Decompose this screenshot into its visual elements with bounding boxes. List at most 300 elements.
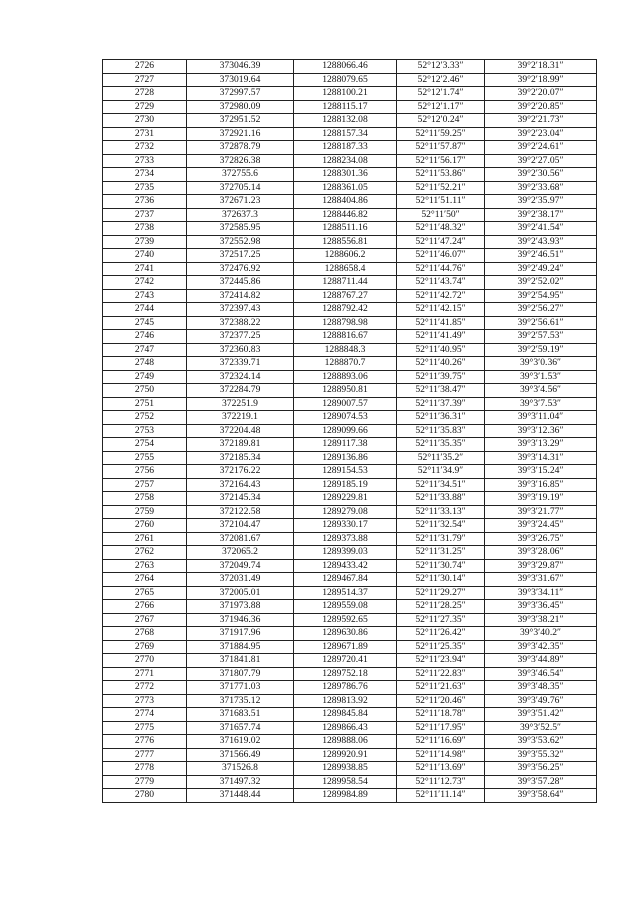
longitude-cell: 39°3′38.21″ <box>485 613 597 627</box>
point-number-cell: 2728 <box>103 87 187 101</box>
x-coordinate-cell: 372476.92 <box>187 262 294 276</box>
latitude-cell: 52°11′46.07″ <box>397 249 485 263</box>
point-number-cell: 2763 <box>103 559 187 573</box>
table-row <box>103 694 597 708</box>
longitude-cell: 39°3′13.29″ <box>485 438 597 452</box>
y-coordinate-cell: 1288711.44 <box>294 276 397 290</box>
latitude-cell: 52°11′48.32″ <box>397 222 485 236</box>
x-coordinate-cell: 372251.9 <box>187 397 294 411</box>
point-number-cell: 2734 <box>103 168 187 182</box>
table-row <box>103 249 597 263</box>
x-coordinate-cell: 372145.34 <box>187 492 294 506</box>
y-coordinate-cell: 1289671.89 <box>294 640 397 654</box>
longitude-cell: 39°3′29.87″ <box>485 559 597 573</box>
longitude-cell: 39°2′56.61″ <box>485 316 597 330</box>
y-coordinate-cell: 1289433.42 <box>294 559 397 573</box>
latitude-cell: 52°11′12.73″ <box>397 775 485 789</box>
y-coordinate-cell: 1289866.43 <box>294 721 397 735</box>
point-number-cell: 2749 <box>103 370 187 384</box>
table-row <box>103 438 597 452</box>
longitude-cell: 39°2′18.31″ <box>485 60 597 74</box>
latitude-cell: 52°12′2.46″ <box>397 73 485 87</box>
table-row <box>103 276 597 290</box>
point-number-cell: 2746 <box>103 330 187 344</box>
table-row <box>103 384 597 398</box>
longitude-cell: 39°2′49.24″ <box>485 262 597 276</box>
point-number-cell: 2729 <box>103 100 187 114</box>
y-coordinate-cell: 1288361.05 <box>294 181 397 195</box>
longitude-cell: 39°2′56.27″ <box>485 303 597 317</box>
latitude-cell: 52°11′33.88″ <box>397 492 485 506</box>
latitude-cell: 52°11′35.83″ <box>397 424 485 438</box>
longitude-cell: 39°3′4.56″ <box>485 384 597 398</box>
longitude-cell: 39°3′7.53″ <box>485 397 597 411</box>
longitude-cell: 39°2′57.53″ <box>485 330 597 344</box>
y-coordinate-cell: 1288798.98 <box>294 316 397 330</box>
point-number-cell: 2744 <box>103 303 187 317</box>
point-number-cell: 2778 <box>103 762 187 776</box>
x-coordinate-cell: 372517.25 <box>187 249 294 263</box>
point-number-cell: 2747 <box>103 343 187 357</box>
point-number-cell: 2741 <box>103 262 187 276</box>
table-row <box>103 546 597 560</box>
point-number-cell: 2748 <box>103 357 187 371</box>
point-number-cell: 2759 <box>103 505 187 519</box>
y-coordinate-cell: 1289786.76 <box>294 681 397 695</box>
table-row <box>103 613 597 627</box>
y-coordinate-cell: 1288848.3 <box>294 343 397 357</box>
point-number-cell: 2731 <box>103 127 187 141</box>
point-number-cell: 2743 <box>103 289 187 303</box>
y-coordinate-cell: 1289099.66 <box>294 424 397 438</box>
table-row <box>103 195 597 209</box>
x-coordinate-cell: 372031.49 <box>187 573 294 587</box>
longitude-cell: 39°3′49.76″ <box>485 694 597 708</box>
latitude-cell: 52°11′31.79″ <box>397 532 485 546</box>
table-row <box>103 775 597 789</box>
longitude-cell: 39°2′43.93″ <box>485 235 597 249</box>
point-number-cell: 2752 <box>103 411 187 425</box>
table-row <box>103 330 597 344</box>
point-number-cell: 2735 <box>103 181 187 195</box>
latitude-cell: 52°11′40.95″ <box>397 343 485 357</box>
x-coordinate-cell: 372705.14 <box>187 181 294 195</box>
longitude-cell: 39°3′42.35″ <box>485 640 597 654</box>
y-coordinate-cell: 1288187.33 <box>294 141 397 155</box>
table-row <box>103 208 597 222</box>
table-row <box>103 600 597 614</box>
x-coordinate-cell: 371566.49 <box>187 748 294 762</box>
x-coordinate-cell: 372445.86 <box>187 276 294 290</box>
table-row <box>103 100 597 114</box>
y-coordinate-cell: 1289279.08 <box>294 505 397 519</box>
latitude-cell: 52°11′23.94″ <box>397 654 485 668</box>
table-row <box>103 681 597 695</box>
longitude-cell: 39°3′28.06″ <box>485 546 597 560</box>
x-coordinate-cell: 372104.47 <box>187 519 294 533</box>
point-number-cell: 2755 <box>103 451 187 465</box>
latitude-cell: 52°11′44.76″ <box>397 262 485 276</box>
longitude-cell: 39°3′21.77″ <box>485 505 597 519</box>
table-row <box>103 424 597 438</box>
x-coordinate-cell: 371526.8 <box>187 762 294 776</box>
point-number-cell: 2737 <box>103 208 187 222</box>
y-coordinate-cell: 1288893.06 <box>294 370 397 384</box>
x-coordinate-cell: 371973.88 <box>187 600 294 614</box>
latitude-cell: 52°11′28.25″ <box>397 600 485 614</box>
x-coordinate-cell: 371946.36 <box>187 613 294 627</box>
point-number-cell: 2742 <box>103 276 187 290</box>
y-coordinate-cell: 1289845.84 <box>294 708 397 722</box>
x-coordinate-cell: 371448.44 <box>187 789 294 803</box>
x-coordinate-cell: 372921.16 <box>187 127 294 141</box>
point-number-cell: 2769 <box>103 640 187 654</box>
x-coordinate-cell: 371917.96 <box>187 627 294 641</box>
longitude-cell: 39°3′51.42″ <box>485 708 597 722</box>
longitude-cell: 39°2′33.68″ <box>485 181 597 195</box>
table-row <box>103 357 597 371</box>
latitude-cell: 52°11′14.98″ <box>397 748 485 762</box>
x-coordinate-cell: 372219.1 <box>187 411 294 425</box>
table-row <box>103 478 597 492</box>
y-coordinate-cell: 1288446.82 <box>294 208 397 222</box>
table-row <box>103 748 597 762</box>
latitude-cell: 52°11′40.26″ <box>397 357 485 371</box>
longitude-cell: 39°3′53.62″ <box>485 735 597 749</box>
point-number-cell: 2756 <box>103 465 187 479</box>
y-coordinate-cell: 1289888.06 <box>294 735 397 749</box>
table-row <box>103 87 597 101</box>
table-row <box>103 168 597 182</box>
table-row <box>103 411 597 425</box>
longitude-cell: 39°3′26.75″ <box>485 532 597 546</box>
x-coordinate-cell: 371884.95 <box>187 640 294 654</box>
latitude-cell: 52°11′50″ <box>397 208 485 222</box>
point-number-cell: 2773 <box>103 694 187 708</box>
y-coordinate-cell: 1288950.81 <box>294 384 397 398</box>
longitude-cell: 39°2′24.61″ <box>485 141 597 155</box>
latitude-cell: 52°11′34.51″ <box>397 478 485 492</box>
x-coordinate-cell: 371497.32 <box>187 775 294 789</box>
x-coordinate-cell: 373046.39 <box>187 60 294 74</box>
table-row <box>103 721 597 735</box>
table-row <box>103 667 597 681</box>
table-row <box>103 370 597 384</box>
point-number-cell: 2733 <box>103 154 187 168</box>
point-number-cell: 2775 <box>103 721 187 735</box>
point-number-cell: 2754 <box>103 438 187 452</box>
latitude-cell: 52°11′30.14″ <box>397 573 485 587</box>
x-coordinate-cell: 372585.95 <box>187 222 294 236</box>
table-row <box>103 343 597 357</box>
latitude-cell: 52°12′3.33″ <box>397 60 485 74</box>
latitude-cell: 52°11′41.85″ <box>397 316 485 330</box>
x-coordinate-cell: 372049.74 <box>187 559 294 573</box>
x-coordinate-cell: 372637.3 <box>187 208 294 222</box>
latitude-cell: 52°11′31.25″ <box>397 546 485 560</box>
point-number-cell: 2761 <box>103 532 187 546</box>
longitude-cell: 39°3′56.25″ <box>485 762 597 776</box>
point-number-cell: 2740 <box>103 249 187 263</box>
point-number-cell: 2771 <box>103 667 187 681</box>
latitude-cell: 52°11′42.15″ <box>397 303 485 317</box>
x-coordinate-cell: 372122.58 <box>187 505 294 519</box>
longitude-cell: 39°3′16.85″ <box>485 478 597 492</box>
latitude-cell: 52°11′34.9″ <box>397 465 485 479</box>
y-coordinate-cell: 1288658.4 <box>294 262 397 276</box>
table-row <box>103 519 597 533</box>
y-coordinate-cell: 1289938.85 <box>294 762 397 776</box>
y-coordinate-cell: 1288132.08 <box>294 114 397 128</box>
point-number-cell: 2766 <box>103 600 187 614</box>
longitude-cell: 39°3′40.2″ <box>485 627 597 641</box>
y-coordinate-cell: 1289920.91 <box>294 748 397 762</box>
x-coordinate-cell: 371841.81 <box>187 654 294 668</box>
point-number-cell: 2726 <box>103 60 187 74</box>
y-coordinate-cell: 1289007.57 <box>294 397 397 411</box>
y-coordinate-cell: 1288767.27 <box>294 289 397 303</box>
point-number-cell: 2780 <box>103 789 187 803</box>
latitude-cell: 52°11′25.35″ <box>397 640 485 654</box>
table-row <box>103 222 597 236</box>
longitude-cell: 39°3′12.36″ <box>485 424 597 438</box>
y-coordinate-cell: 1289958.54 <box>294 775 397 789</box>
longitude-cell: 39°2′38.17″ <box>485 208 597 222</box>
x-coordinate-cell: 372397.43 <box>187 303 294 317</box>
table-row <box>103 181 597 195</box>
y-coordinate-cell: 1289630.86 <box>294 627 397 641</box>
longitude-cell: 39°2′20.85″ <box>485 100 597 114</box>
latitude-cell: 52°11′53.86″ <box>397 168 485 182</box>
table-row <box>103 114 597 128</box>
latitude-cell: 52°11′17.95″ <box>397 721 485 735</box>
y-coordinate-cell: 1289559.08 <box>294 600 397 614</box>
latitude-cell: 52°11′32.54″ <box>397 519 485 533</box>
point-number-cell: 2730 <box>103 114 187 128</box>
y-coordinate-cell: 1288301.36 <box>294 168 397 182</box>
longitude-cell: 39°2′30.56″ <box>485 168 597 182</box>
y-coordinate-cell: 1288556.81 <box>294 235 397 249</box>
table-row <box>103 735 597 749</box>
point-number-cell: 2774 <box>103 708 187 722</box>
table-row <box>103 73 597 87</box>
x-coordinate-cell: 372185.34 <box>187 451 294 465</box>
latitude-cell: 52°11′16.69″ <box>397 735 485 749</box>
longitude-cell: 39°3′55.32″ <box>485 748 597 762</box>
latitude-cell: 52°11′41.49″ <box>397 330 485 344</box>
x-coordinate-cell: 372388.22 <box>187 316 294 330</box>
x-coordinate-cell: 372176.22 <box>187 465 294 479</box>
y-coordinate-cell: 1288100.21 <box>294 87 397 101</box>
y-coordinate-cell: 1288511.16 <box>294 222 397 236</box>
longitude-cell: 39°3′0.36″ <box>485 357 597 371</box>
y-coordinate-cell: 1289514.37 <box>294 586 397 600</box>
table-row <box>103 708 597 722</box>
x-coordinate-cell: 372552.98 <box>187 235 294 249</box>
latitude-cell: 52°11′35.35″ <box>397 438 485 452</box>
table-row <box>103 654 597 668</box>
x-coordinate-cell: 371619.02 <box>187 735 294 749</box>
latitude-cell: 52°11′47.24″ <box>397 235 485 249</box>
point-number-cell: 2767 <box>103 613 187 627</box>
table-row <box>103 316 597 330</box>
latitude-cell: 52°11′42.72″ <box>397 289 485 303</box>
y-coordinate-cell: 1288792.42 <box>294 303 397 317</box>
table-row <box>103 60 597 74</box>
y-coordinate-cell: 1289330.17 <box>294 519 397 533</box>
point-number-cell: 2732 <box>103 141 187 155</box>
table-row <box>103 789 597 803</box>
y-coordinate-cell: 1288157.34 <box>294 127 397 141</box>
y-coordinate-cell: 1288234.08 <box>294 154 397 168</box>
x-coordinate-cell: 372377.25 <box>187 330 294 344</box>
latitude-cell: 52°11′29.27″ <box>397 586 485 600</box>
latitude-cell: 52°11′22.83″ <box>397 667 485 681</box>
x-coordinate-cell: 371735.12 <box>187 694 294 708</box>
latitude-cell: 52°11′26.42″ <box>397 627 485 641</box>
latitude-cell: 52°11′18.78″ <box>397 708 485 722</box>
latitude-cell: 52°12′0.24″ <box>397 114 485 128</box>
x-coordinate-cell: 372081.67 <box>187 532 294 546</box>
table-row <box>103 762 597 776</box>
table-row <box>103 559 597 573</box>
latitude-cell: 52°11′43.74″ <box>397 276 485 290</box>
table-row <box>103 640 597 654</box>
longitude-cell: 39°3′11.04″ <box>485 411 597 425</box>
coordinates-table <box>102 59 597 803</box>
longitude-cell: 39°3′34.11″ <box>485 586 597 600</box>
point-number-cell: 2739 <box>103 235 187 249</box>
point-number-cell: 2758 <box>103 492 187 506</box>
y-coordinate-cell: 1289373.88 <box>294 532 397 546</box>
y-coordinate-cell: 1289117.38 <box>294 438 397 452</box>
table-row <box>103 262 597 276</box>
table-row <box>103 573 597 587</box>
latitude-cell: 52°11′33.13″ <box>397 505 485 519</box>
latitude-cell: 52°11′57.87″ <box>397 141 485 155</box>
table-row <box>103 627 597 641</box>
longitude-cell: 39°3′1.53″ <box>485 370 597 384</box>
y-coordinate-cell: 1288066.46 <box>294 60 397 74</box>
latitude-cell: 52°11′51.11″ <box>397 195 485 209</box>
table-row <box>103 141 597 155</box>
x-coordinate-cell: 373019.64 <box>187 73 294 87</box>
longitude-cell: 39°3′46.54″ <box>485 667 597 681</box>
point-number-cell: 2736 <box>103 195 187 209</box>
latitude-cell: 52°11′39.75″ <box>397 370 485 384</box>
x-coordinate-cell: 371807.79 <box>187 667 294 681</box>
x-coordinate-cell: 372951.52 <box>187 114 294 128</box>
longitude-cell: 39°3′15.24″ <box>485 465 597 479</box>
latitude-cell: 52°11′59.25″ <box>397 127 485 141</box>
y-coordinate-cell: 1289229.81 <box>294 492 397 506</box>
point-number-cell: 2760 <box>103 519 187 533</box>
longitude-cell: 39°2′46.51″ <box>485 249 597 263</box>
table-row <box>103 532 597 546</box>
table-row <box>103 289 597 303</box>
table-row <box>103 397 597 411</box>
x-coordinate-cell: 372826.38 <box>187 154 294 168</box>
y-coordinate-cell: 1288115.17 <box>294 100 397 114</box>
x-coordinate-cell: 372360.83 <box>187 343 294 357</box>
y-coordinate-cell: 1288816.67 <box>294 330 397 344</box>
x-coordinate-cell: 372980.09 <box>187 100 294 114</box>
y-coordinate-cell: 1288606.2 <box>294 249 397 263</box>
latitude-cell: 52°11′37.39″ <box>397 397 485 411</box>
latitude-cell: 52°12′1.17″ <box>397 100 485 114</box>
y-coordinate-cell: 1289136.86 <box>294 451 397 465</box>
y-coordinate-cell: 1289185.19 <box>294 478 397 492</box>
point-number-cell: 2764 <box>103 573 187 587</box>
longitude-cell: 39°2′18.99″ <box>485 73 597 87</box>
x-coordinate-cell: 372878.79 <box>187 141 294 155</box>
table-row <box>103 127 597 141</box>
y-coordinate-cell: 1289984.89 <box>294 789 397 803</box>
latitude-cell: 52°12′1.74″ <box>397 87 485 101</box>
point-number-cell: 2762 <box>103 546 187 560</box>
y-coordinate-cell: 1289154.53 <box>294 465 397 479</box>
y-coordinate-cell: 1289720.41 <box>294 654 397 668</box>
longitude-cell: 39°3′58.64″ <box>485 789 597 803</box>
point-number-cell: 2768 <box>103 627 187 641</box>
table-row <box>103 586 597 600</box>
longitude-cell: 39°3′24.45″ <box>485 519 597 533</box>
point-number-cell: 2779 <box>103 775 187 789</box>
y-coordinate-cell: 1289467.84 <box>294 573 397 587</box>
x-coordinate-cell: 372324.14 <box>187 370 294 384</box>
y-coordinate-cell: 1288870.7 <box>294 357 397 371</box>
x-coordinate-cell: 372189.81 <box>187 438 294 452</box>
x-coordinate-cell: 371683.51 <box>187 708 294 722</box>
x-coordinate-cell: 372005.01 <box>187 586 294 600</box>
x-coordinate-cell: 372204.48 <box>187 424 294 438</box>
latitude-cell: 52°11′11.14″ <box>397 789 485 803</box>
latitude-cell: 52°11′56.17″ <box>397 154 485 168</box>
latitude-cell: 52°11′27.35″ <box>397 613 485 627</box>
longitude-cell: 39°2′35.97″ <box>485 195 597 209</box>
coordinates-table-body <box>103 60 597 803</box>
x-coordinate-cell: 371657.74 <box>187 721 294 735</box>
table-row <box>103 492 597 506</box>
latitude-cell: 52°11′30.74″ <box>397 559 485 573</box>
table-row <box>103 505 597 519</box>
point-number-cell: 2765 <box>103 586 187 600</box>
latitude-cell: 52°11′35.2″ <box>397 451 485 465</box>
x-coordinate-cell: 371771.03 <box>187 681 294 695</box>
x-coordinate-cell: 372755.6 <box>187 168 294 182</box>
y-coordinate-cell: 1289813.92 <box>294 694 397 708</box>
longitude-cell: 39°2′20.07″ <box>485 87 597 101</box>
x-coordinate-cell: 372997.57 <box>187 87 294 101</box>
y-coordinate-cell: 1288404.86 <box>294 195 397 209</box>
table-row <box>103 235 597 249</box>
longitude-cell: 39°2′52.02″ <box>485 276 597 290</box>
longitude-cell: 39°2′54.95″ <box>485 289 597 303</box>
table-row <box>103 154 597 168</box>
y-coordinate-cell: 1289074.53 <box>294 411 397 425</box>
x-coordinate-cell: 372339.71 <box>187 357 294 371</box>
table-row <box>103 451 597 465</box>
y-coordinate-cell: 1288079.65 <box>294 73 397 87</box>
point-number-cell: 2772 <box>103 681 187 695</box>
point-number-cell: 2777 <box>103 748 187 762</box>
x-coordinate-cell: 372164.43 <box>187 478 294 492</box>
longitude-cell: 39°2′41.54″ <box>485 222 597 236</box>
point-number-cell: 2751 <box>103 397 187 411</box>
latitude-cell: 52°11′36.31″ <box>397 411 485 425</box>
latitude-cell: 52°11′38.47″ <box>397 384 485 398</box>
point-number-cell: 2770 <box>103 654 187 668</box>
